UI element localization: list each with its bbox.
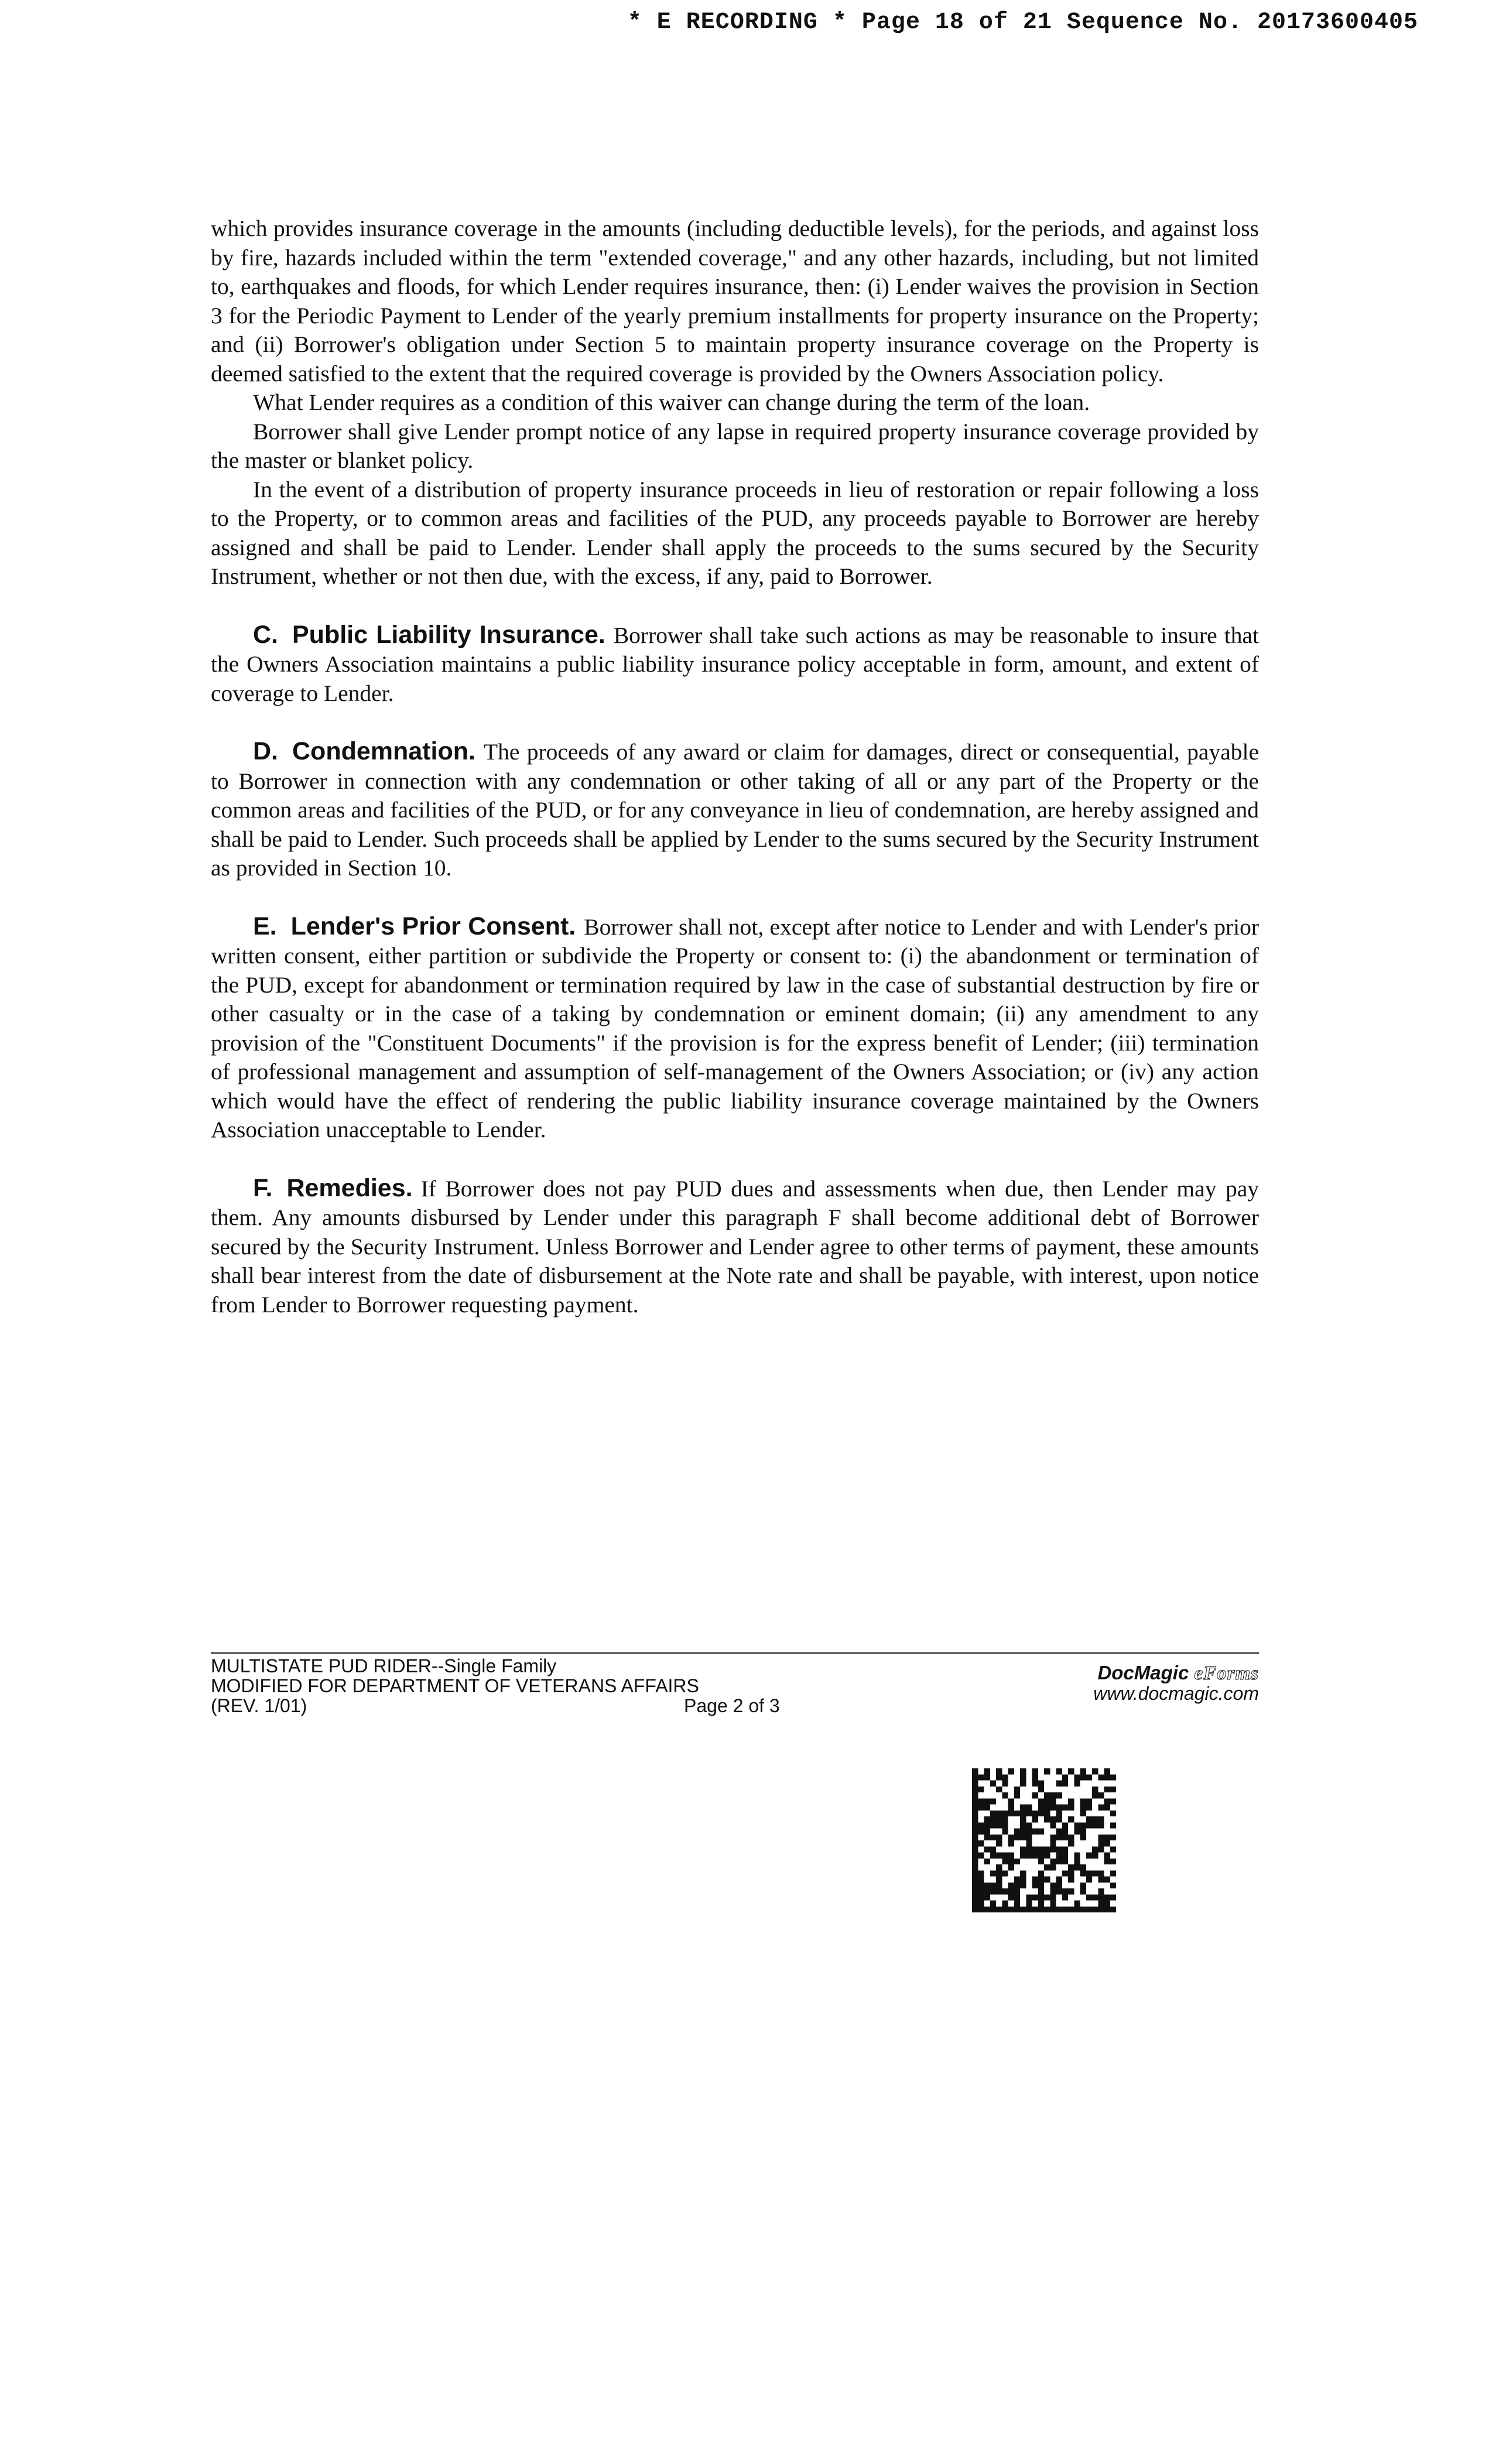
section-c-public-liability <box>211 621 1259 709</box>
section-heading <box>211 621 614 649</box>
section-title: Condemnation. <box>292 737 475 765</box>
section-text: If Borrower does not pay PUD dues and assessments when due, then Lender may pay them. Any amounts disbursed by Lender under this paragraph F shall become additional debt of Borrower secured by the Security Instrument. Unless Borrower and Lender agree to other terms of payment, these amounts shall bear interest from the date of disbursement at the Note rate and shall be payable, with interest, upon notice from Lender to Borrower requesting payment. <box>211 1175 1259 1317</box>
form-subtitle: MODIFIED FOR DEPARTMENT OF VETERANS AFFAIRS <box>211 1675 699 1696</box>
section-text: The proceeds of any award or claim for damages, direct or consequential, payable to Borrower in connection with any condemnation or other taking of all or any part of the Property or the common areas and facilities of the PUD, or for any conveyance in lieu of condemnation, are hereby assigned and shall be paid to Lender. Such proceeds shall be applied by Lender to the sums secured by the Security Instrument as provided in Section 10. <box>211 739 1259 881</box>
section-d-condemnation <box>211 737 1259 883</box>
section-heading <box>211 737 484 765</box>
form-identification <box>211 1656 913 1716</box>
distribution-paragraph: In the event of a distribution of property insurance proceeds in lieu of restoration or repair following a loss to the Property, or to common areas and facilities of the PUD, any proceeds payable to Borrower are hereby assigned and shall be paid to Lender. Lender shall apply the proceeds to the sums secured by the Security Instrument, whether or not then due, with the excess, if any, paid to Borrower. <box>211 476 1259 589</box>
section-heading <box>211 912 584 940</box>
2d-barcode-icon <box>972 1768 1116 1912</box>
brand-name: DocMagic <box>1097 1662 1189 1683</box>
section-title: Remedies. <box>286 1173 413 1202</box>
recording-header: * E RECORDING * Page 18 of 21 Sequence No. 20173600405 <box>627 9 1418 36</box>
waiver-paragraph: What Lender requires as a condition of this waiver can change during the term of the loan. <box>253 389 1090 415</box>
section-letter: F. <box>253 1173 273 1202</box>
form-footer <box>211 1652 1259 1716</box>
section-letter: E. <box>253 912 277 940</box>
section-letter: C. <box>253 620 278 649</box>
section-f-remedies <box>211 1174 1259 1320</box>
section-title: Lender's Prior Consent. <box>290 912 576 940</box>
form-revision: (REV. 1/01) <box>211 1695 307 1716</box>
page-number: Page 2 of 3 <box>684 1695 780 1716</box>
section-letter: D. <box>253 737 278 765</box>
form-title: MULTISTATE PUD RIDER--Single Family <box>211 1655 557 1676</box>
section-heading <box>211 1174 421 1202</box>
section-text: Borrower shall not, except after notice to Lender and with Lender's prior written consent, either partition or subdivide the Property or consent to: (i) the abandonment or termination of the PUD, except for abandonment or termination required by law in the case of substantial destruction by fire or other casualty or in the case of a taking by condemnation or eminent domain; (ii) any amendment to any provision of the "Constituent Documents" if the provision is for the express benefit of Lender; (iii) termination of professional management and assumption of self-management of the Owners Association; or (iv) any action which would have the effect of rendering the public liability insurance coverage maintained by the Owners Association unacceptable to Lender. <box>211 913 1259 1142</box>
intro-paragraph: which provides insurance coverage in the amounts (including deductible levels), for the periods, and against loss by fire, hazards included within the term "extended coverage," and any other hazards, including, but not limited to, earthquakes and floods, for which Lender requires insurance, then: (i) Lender waives the provision in Section 3 for the Periodic Payment to Lender of the yearly premium installments for property insurance on the Property; and (ii) Borrower's obligation under Section 5 to maintain property insurance coverage on the Property is deemed satisfied to the extent that the required coverage is provided by the Owners Association policy. <box>211 215 1259 386</box>
brand-logo <box>1093 1663 1259 1683</box>
section-title: Public Liability Insurance. <box>292 620 605 649</box>
document-body <box>211 214 1259 1319</box>
section-e-lenders-prior-consent <box>211 912 1259 1145</box>
section-text: Borrower shall take such actions as may be reasonable to insure that the Owners Association maintains a public liability insurance policy acceptable in form, amount, and extent of coverage to Lender. <box>211 622 1259 706</box>
lapse-paragraph: Borrower shall give Lender prompt notice of any lapse in required property insurance coverage provided by the master or blanket policy. <box>211 418 1259 473</box>
docmagic-brand <box>1093 1663 1259 1703</box>
brand-website: www.docmagic.com <box>1093 1683 1259 1704</box>
brand-suffix: eForms <box>1194 1663 1259 1684</box>
